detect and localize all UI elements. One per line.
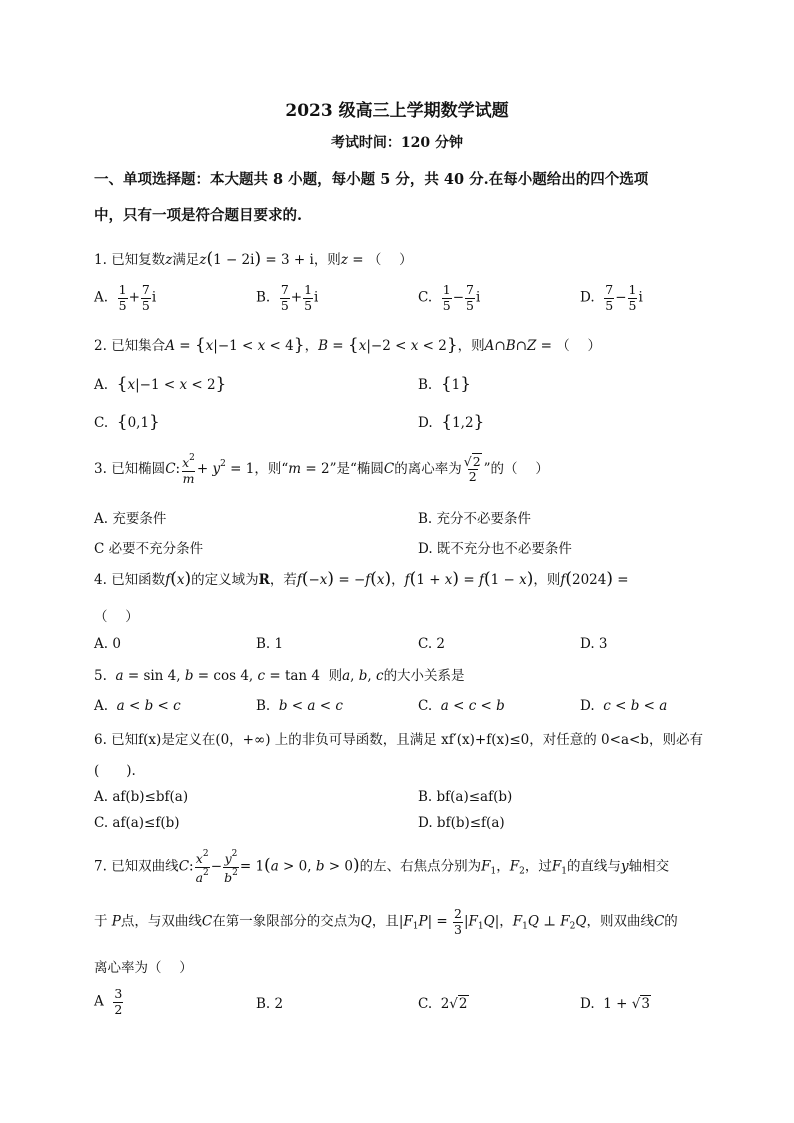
q5-option-b: B. b < a < c xyxy=(256,698,343,714)
q7-option-b: B. 2 xyxy=(256,996,284,1012)
q3-option-a: A. 充要条件 xyxy=(94,511,167,527)
section-heading-line2: 中，只有一项是符合题目要求的. xyxy=(94,207,303,224)
q2-option-b: B. {1} xyxy=(418,374,472,394)
q3-option-c: C 必要不充分条件 xyxy=(94,541,204,557)
q3-option-b: B. 充分不必要条件 xyxy=(418,511,532,527)
q7-option-c: C. 2√2 xyxy=(418,996,468,1012)
q7-option-d: D. 1 + √3 xyxy=(580,996,650,1012)
question-6-blank: ( ). xyxy=(94,763,136,779)
q2-option-d: D. {1,2} xyxy=(418,412,485,432)
q6-option-c: C. af(a)≤f(b) xyxy=(94,815,180,831)
q4-option-b: B. 1 xyxy=(256,636,284,652)
q7-option-a: A $\frac{3}{2}$ xyxy=(94,986,123,1017)
q1-option-b: B. $\frac{7}{5}$ + $\frac{1}{5}$ i xyxy=(256,282,319,313)
question-4-blank: （ ） xyxy=(94,609,139,625)
question-7-line2: 于 P点，与双曲线C在第一象限部分的交点为Q，且$|F_1P|$ = $\frac{2}{3}$ $|F_1Q|$，$F_1Q$ ⊥ $F_2Q$，则双曲线C的 xyxy=(94,906,678,937)
q4-option-c: C. 2 xyxy=(418,636,446,652)
section-heading-line1: 一、单项选择题：本大题共 8 小题，每小题 5 分，共 40 分.在每小题给出的四个选项 xyxy=(94,171,649,188)
question-3: 3. 已知椭圆C: $\frac{x^2}{m}$ + $y^2 = 1$，则“m = 2”是“椭圆C的离心率为 $\frac{√2}{2}$ ”的（ ） xyxy=(94,453,549,486)
q1-option-a: A. $\frac{1}{5}$ + $\frac{7}{5}$ i xyxy=(94,282,157,313)
q5-option-d: D. c < b < a xyxy=(580,698,668,714)
q4-option-a: A. 0 xyxy=(94,636,121,652)
question-7-line3: 离心率为（ ） xyxy=(94,960,193,976)
q5-option-c: C. a < c < b xyxy=(418,698,505,714)
question-6: 6. 已知f(x)是定义在(0，+∞) 上的非负可导函数，且满足 xf′(x)+f(x)≤0，对任意的 0<a<b，则必有 xyxy=(94,732,703,748)
q1-option-d: D. $\frac{7}{5}$ − $\frac{1}{5}$ i xyxy=(580,282,643,313)
q1-option-c: C. $\frac{1}{5}$ − $\frac{7}{5}$ i xyxy=(418,282,481,313)
q6-option-d: D. bf(b)≤f(a) xyxy=(418,815,505,831)
question-2: 2. 已知集合A = {x|−1 < x < 4}，B = {x|−2 < x < 2}，则A∩B∩Z = （ ） xyxy=(94,335,602,355)
question-7: 7. 已知双曲线C: $\frac{x^2}{a^2}$ − $\frac{y^2}{b^2}$ = 1(a > 0, b > 0)的左、右焦点分别为$F_1$，$F_2$，过$F_1$的直线与y轴相交 xyxy=(94,849,670,885)
q3-option-d: D. 既不充分也不必要条件 xyxy=(418,541,572,557)
page-title: 2023 级高三上学期数学试题 xyxy=(285,101,509,121)
q6-option-a: A. af(b)≤bf(a) xyxy=(94,789,189,805)
exam-time: 考试时间：120 分钟 xyxy=(330,135,464,151)
q2-option-c: C. {0,1} xyxy=(94,412,160,432)
question-5: 5. a = sin 4, b = cos 4, c = tan 4 则a, b, c的大小关系是 xyxy=(94,668,465,684)
q5-option-a: A. a < b < c xyxy=(94,698,181,714)
question-4: 4. 已知函数f(x)的定义域为R，若f(−x) = −f(x)，f(1 + x) = f(1 − x)，则f(2024) = xyxy=(94,569,629,589)
q6-option-b: B. bf(a)≤af(b) xyxy=(418,789,513,805)
q4-option-d: D. 3 xyxy=(580,636,608,652)
question-1: 1. 已知复数z满足z(1 − 2i) = 3 + i，则z = （ ） xyxy=(94,249,413,269)
q2-option-a: A. {x|−1 < x < 2} xyxy=(94,374,227,394)
